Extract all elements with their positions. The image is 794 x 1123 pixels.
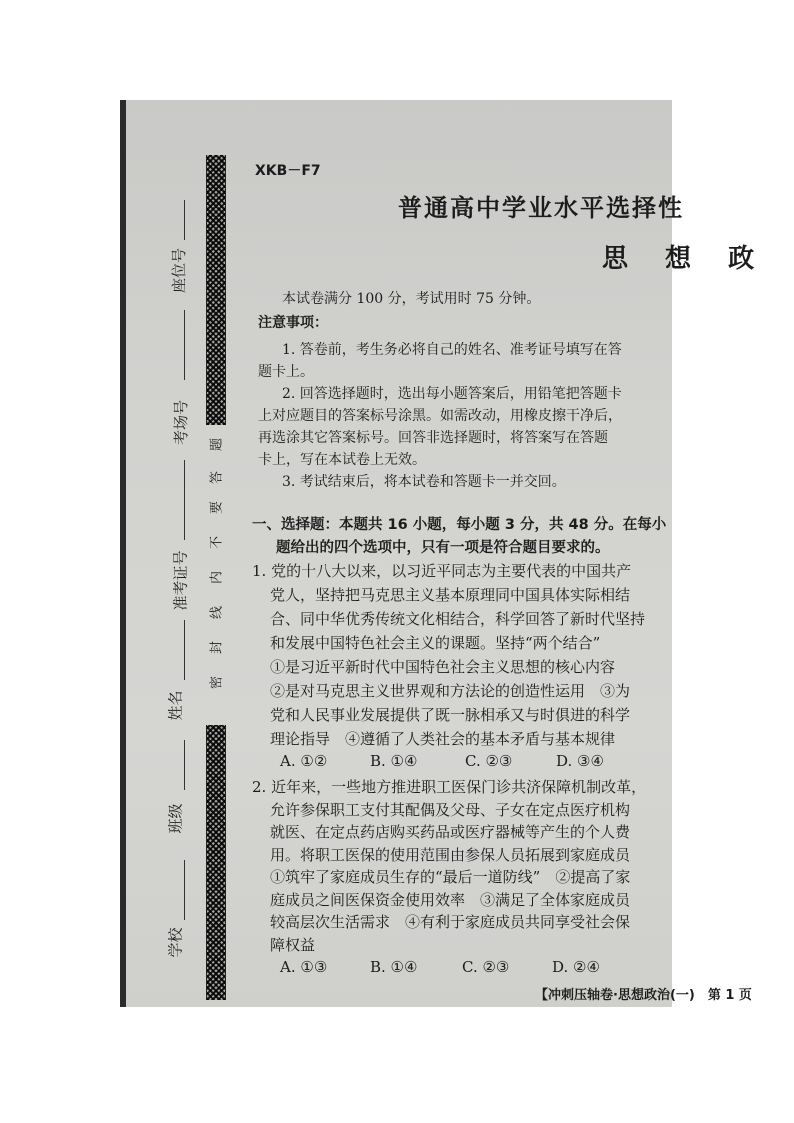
seal-char: 答 [209, 471, 225, 485]
exam-room-line [184, 310, 185, 380]
exam-room-label: 考场号 [172, 399, 191, 446]
seal-char: 线 [209, 606, 225, 620]
notice-line: 2. 回答选择题时，选出每小题答案后，用铅笔把答题卡 [282, 386, 622, 402]
notice-line: 再选涂其它答案标号。回答非选择题时，将答案写在答题 [258, 430, 608, 446]
question-1-option-a: A. ①② [280, 752, 328, 770]
class-label: 班级 [166, 803, 185, 834]
question-2-line: 障权益 [270, 935, 316, 954]
seal-char: 不 [209, 536, 225, 550]
question-1-line: 党和人民事业发展提供了既一脉相承又与时俱进的科学 [270, 706, 631, 724]
exam-subject: 思 想 政 [602, 244, 769, 274]
question-1-line: ②是对马克思主义世界观和方法论的创造性运用 ③为 [270, 682, 631, 700]
question-2-line: 较高层次生活需求 ④有利于家庭成员共同享受社会保 [270, 913, 631, 931]
notice-line: 3. 考试结束后，将本试卷和答题卡一并交回。 [282, 474, 566, 490]
notice-line: 上对应题目的答案标号涂黑。如需改动，用橡皮擦干净后， [258, 408, 622, 424]
exam-paper-photo [120, 100, 769, 1007]
name-line [184, 620, 185, 680]
class-line [184, 740, 185, 790]
question-2-option-b: B. ①④ [370, 958, 418, 976]
exam-id-label: 准考证号 [171, 550, 190, 611]
question-2-line: 就医、在定点药店购买药品或医疗器械等产生的个人费 [270, 823, 631, 841]
school-line [184, 860, 185, 920]
exam-intro: 本试卷满分 100 分，考试用时 75 分钟。 [282, 291, 541, 307]
section-heading: 一、选择题：本题共 16 小题，每小题 3 分，共 48 分。在每小 [252, 517, 667, 533]
question-2-option-a: A. ①③ [280, 958, 328, 976]
notice-line: 卡上，写在本试卷上无效。 [258, 452, 426, 468]
question-1-line: 理论指导 ④遵循了人类社会的基本矛盾与基本规律 [270, 730, 616, 748]
question-1-line: 1. 党的十八大以来，以习近平同志为主要代表的中国共产 [252, 562, 632, 580]
notice-line: 题卡上。 [258, 364, 314, 380]
question-2-line: 庭成员之间医保资金使用效率 ③满足了全体家庭成员 [270, 890, 631, 909]
question-1-line: 合、同中华优秀传统文化相结合，科学回答了新时代坚持 [270, 610, 646, 628]
page-footer: 【冲刺压轴卷·思想政治(一) 第 1 页 [535, 988, 752, 1003]
question-1-option-d: D. ③④ [556, 752, 604, 770]
seal-band-bottom [206, 725, 226, 1000]
notice-line: 1. 答卷前，考生务必将自己的姓名、准考证号填写在答 [282, 342, 622, 358]
question-2-line: 用。将职工医保的使用范围由参保人员拓展到家庭成员 [270, 845, 631, 864]
question-2-line: 2. 近年来，一些地方推进职工医保门诊共济保障机制改革， [252, 778, 647, 796]
question-2-line: ①筑牢了家庭成员生存的“最后一道防线” ②提高了家 [270, 868, 631, 886]
exam-id-line [184, 460, 185, 540]
school-label: 学校 [166, 927, 185, 958]
exam-title: 普通高中学业水平选择性 [398, 193, 684, 222]
question-1-line: 党人，坚持把马克思主义基本原理同中国具体实际相结 [270, 586, 631, 604]
seal-char: 内 [209, 571, 225, 585]
paper-code: XKB－F7 [255, 163, 321, 179]
seal-char: 要 [209, 501, 225, 515]
question-1-line: ①是习近平新时代中国特色社会主义思想的核心内容 [270, 658, 616, 676]
seal-char: 封 [209, 641, 225, 655]
question-1-option-c: C. ②③ [465, 752, 513, 770]
seal-char: 题 [209, 438, 225, 452]
section-heading: 题给出的四个选项中，只有一项是符合题目要求的。 [276, 540, 610, 556]
seal-band-top [206, 155, 226, 425]
question-2-line: 允许参保职工支付其配偶及父母、子女在定点医疗机构 [270, 800, 631, 819]
question-1-line: 和发展中国特色社会主义的课题。坚持“两个结合” [270, 634, 601, 652]
question-1-option-b: B. ①④ [370, 752, 418, 770]
question-2-option-d: D. ②④ [552, 958, 600, 976]
question-2-option-c: C. ②③ [462, 958, 510, 976]
notice-heading: 注意事项： [258, 315, 328, 331]
seat-number-label: 座位号 [170, 247, 189, 294]
name-label: 姓名 [166, 690, 185, 721]
seal-char: 密 [209, 676, 225, 690]
seat-number-line [184, 200, 185, 240]
